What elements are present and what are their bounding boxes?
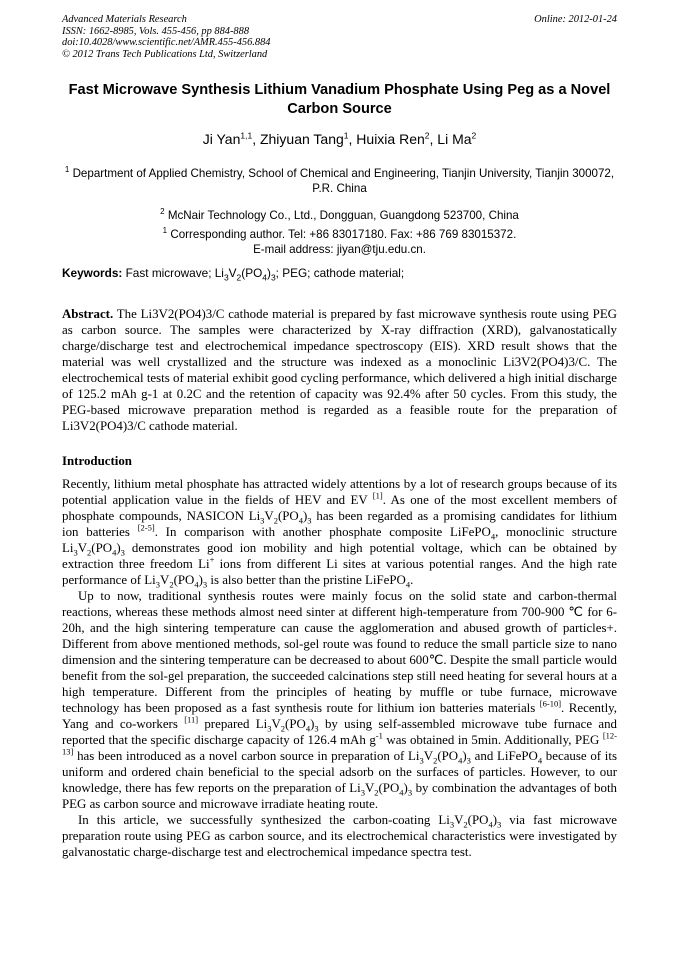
- affiliation-number: 1: [64, 165, 70, 174]
- author-name: Zhiyuan Tang: [259, 131, 344, 147]
- corresponding-author: Corresponding author. Tel: +86 83017180. Fax: +86 769 83015372.: [170, 227, 517, 241]
- introduction-body: [62, 476, 617, 860]
- abstract: [62, 306, 617, 434]
- author-sup: 1: [343, 130, 349, 141]
- keywords-label: Keywords:: [62, 266, 123, 280]
- journal-header: [62, 14, 617, 60]
- author-sup: 2: [471, 130, 477, 141]
- paragraph: In this article, we successfully synthesized the carbon-coating $Li_3V_2(PO_4)_3$ via fast microwave preparation route using PEG as carbon source, and its electrochemical characteristics were investigated by galvanostatic charge-discharge test and electrochemical impedance spectra test.: [62, 813, 617, 859]
- copyright-line: © 2012 Trans Tech Publications Ltd, Switzerland: [62, 48, 268, 60]
- affiliation-2: [62, 204, 617, 257]
- author-list: Ji Yan$^{1,1}$, Zhiyuan Tang$^1$, Huixia Ren$^2$, Li Ma$^2$: [202, 130, 477, 147]
- abstract-label: Abstract.: [62, 307, 114, 321]
- paragraph: Up to now, traditional synthesis routes were mainly focus on the solid state and carbon-thermal reactions, whereas these methods almost need sinter at different high-temperature from 700-900 ℃ for 6-20h, and the high sintering temperature can cause the agglomeration and abused growth of particles+. Different from above mentioned methods, sol-gel route was found to reduce the small particle size to nano dimension and the sintering temperature can be decreased to about 600℃. Despite the small particle would benefit from the sol-gel preparation, the succeeded calcinations step still need heating for several hours at a high temperature. Different from the principles of heating by muffle or tube furnace, microwave technology has been proposed as a fast synthesis route for lithium ion batteries materials [6-10]. Recently, Yang and co-workers [11] prepared $Li_3V_2(PO_4)_3$ by using self-assembled microwave tube furnace and reported that the specific discharge capacity of 126.4 mAh $g^{-1}$ was obtained in 5min. Additionally, PEG [12-13] has been introduced as a novel carbon source in preparation of $Li_3V_2(PO_4)_3$ and LiFePO$_4$ because of its uniform and ordered chain beneficial to the special adsorb on the surfaces of particles. However, to our knowledge, there has few reports on the preparation of $Li_3V_2(PO_4)_3$ by combination the advantages of both PEG as carbon source and microwave irradiate heating route.: [62, 589, 617, 811]
- affiliation-1: [62, 162, 617, 196]
- affiliation-number: 2: [160, 207, 165, 216]
- author-sup: 2: [424, 130, 430, 141]
- affiliation-text: Department of Applied Chemistry, School of Chemical and Engineering, Tianjin University, Tianjin 300072, P.R. China: [72, 166, 615, 195]
- author-name: Huixia Ren: [356, 131, 425, 147]
- author-sup: 1,1: [240, 130, 253, 141]
- online-date: Online: 2012-01-24: [534, 14, 617, 25]
- author-name: Ji Yan: [202, 131, 241, 147]
- journal-name: Advanced Materials Research: [62, 14, 187, 25]
- author-name: Li Ma: [437, 131, 472, 147]
- issn-line: ISSN: 1662-8985, Vols. 455-456, pp 884-888: [62, 25, 250, 37]
- abstract-text: The Li3V2(PO4)3/C cathode material is prepared by fast microwave synthesis route using PEG as carbon source. The samples were characterized by X-ray diffraction (XRD), galvanostatically charge/discharge test and electrochemical impedance spectroscopy (EIS). XRD result shows that the material was well crystallized and the structure was indexed as a monoclinic Li3V2(PO4)3/C. The electrochemical tests of material exhibit good cycling performance, which delivered a high initial discharge of 125.2 mAh g-1 at 0.2C and the retention of capacity was 92.4% after 50 cycles. From this study, the PEG-based microwave preparation method is regarded as a feasible route for the preparation of Li3V2(PO4)3/C cathode material.: [62, 307, 617, 433]
- email-address: E-mail address: jiyan@tju.edu.cn.: [253, 242, 426, 256]
- keywords: [62, 266, 617, 281]
- keywords-text: Fast microwave; $Li_3V_2(PO_4)_3$; PEG; cathode material;: [125, 266, 405, 283]
- paper-title: Fast Microwave Synthesis Lithium Vanadium Phosphate Using Peg as a Novel Carbon Source: [68, 82, 611, 117]
- doi-line: doi:10.4028/www.scientific.net/AMR.455-456.884: [62, 37, 271, 49]
- corresponding-number: 1: [162, 225, 168, 235]
- section-heading-introduction: Introduction: [62, 454, 132, 468]
- affiliation-text: McNair Technology Co., Ltd., Dongguan, Guangdong 523700, China: [167, 208, 519, 222]
- paragraph: Recently, lithium metal phosphate has attracted widely attentions by a lot of research groups because of its potential application value in the fields of HEV and EV [1]. As one of the most excellent members of phosphate compounds, NASICON $Li_3V_2(PO_4)_3$ has been regarded as a promising candidates for lithium ion batteries [2-5]. In comparison with another phosphate composite LiFePO$_4$, monoclinic structure $Li_3V_2(PO_4)_3$ demonstrates good ion mobility and high potential voltage, which can be obtained by extraction three freedom Li+ ions from different Li sites at various potential ranges. And the high rate performance of $Li_3V_2(PO_4)_3$ is also better than the pristine LiFePO$_4$.: [62, 477, 617, 590]
